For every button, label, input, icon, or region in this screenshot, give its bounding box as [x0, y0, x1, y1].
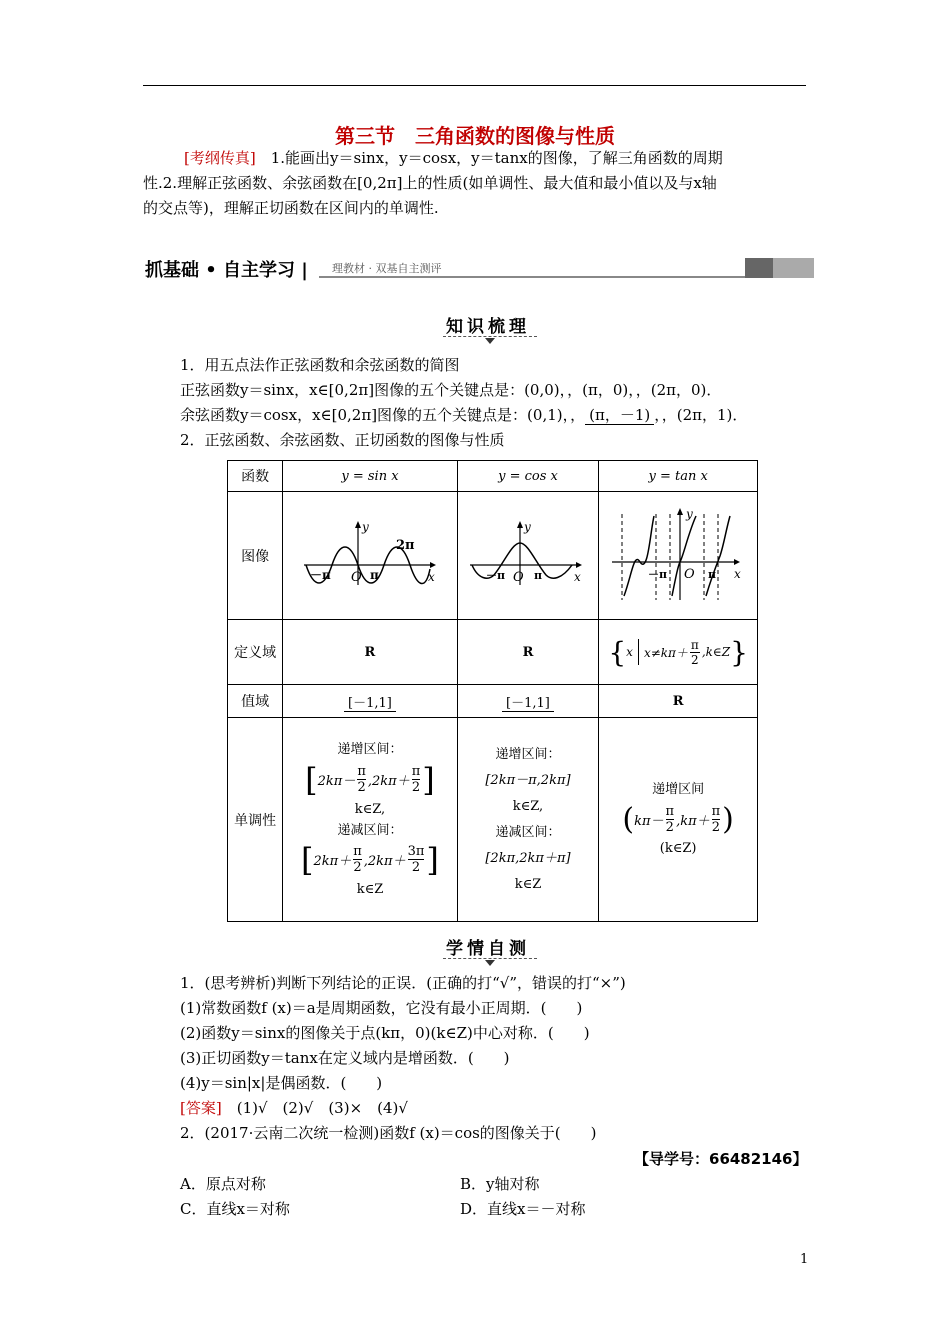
y-axis-label: y — [361, 519, 369, 534]
x-axis-label: x — [427, 569, 435, 584]
header-sin: y = sin x — [283, 461, 457, 492]
option-b: B．y轴对称 — [460, 1175, 540, 1193]
origin-label: O — [350, 569, 362, 585]
tan-domain-kz: ,k∈Z — [701, 645, 731, 659]
sine-keypoints: 正弦函数y＝sinx，x∈[0,2π]图像的五个关键点是：(0,0)，，(π，0)，，(2π，0)． — [180, 381, 722, 399]
cos-dec-interval: [2kπ,2kπ＋π] — [485, 850, 571, 866]
bracket-right: ] — [426, 840, 439, 879]
fraction — [353, 844, 362, 875]
cosine-curve-figure — [468, 519, 588, 589]
frac-den: 2 — [353, 860, 362, 875]
x-axis-label: x — [734, 566, 741, 581]
heading-marker-icon — [485, 338, 495, 344]
header-tan: y = tan x — [599, 461, 758, 492]
tan-domain — [599, 620, 758, 685]
tan-domain-cond: x≠kπ＋ — [643, 645, 688, 660]
frac-den: 2 — [411, 860, 421, 875]
tangent-curve-figure — [608, 504, 748, 604]
frac-num: π — [411, 764, 421, 779]
question-1: 1．(思考辨析)判断下列结论的正误．(正确的打“√”，错误的打“×”) — [180, 974, 626, 992]
neg-pi-label: －π — [309, 567, 331, 582]
intro-line-2: 性.2.理解正弦函数、余弦函数在[0,2π]上的性质(如单调性、最大值和最小值以及与x轴 — [143, 174, 717, 192]
sin-dec-interval — [283, 841, 456, 879]
top-rule — [143, 85, 806, 86]
sin-inc-interval — [283, 761, 456, 799]
item-1: 1．用五点法作正弦函数和余弦函数的简图 — [180, 356, 460, 374]
tan-inc-label: 递增区间 — [652, 782, 705, 797]
question-1-2: (2)函数y＝sinx的图像关于点(kπ，0)(k∈Z)中心对称．( ) — [180, 1024, 590, 1042]
frac-den: 2 — [665, 820, 674, 835]
question-2: 2．(2017·云南二次统一检测)函数f (x)＝cos的图像关于( ) — [180, 1124, 597, 1142]
frac-num: 3π — [407, 844, 425, 859]
answer-line — [180, 1098, 408, 1118]
y-axis-label: y — [523, 519, 531, 534]
sin-inc-b: ,2kπ＋ — [367, 774, 410, 789]
item-2: 2．正弦函数、余弦函数、正切函数的图像与性质 — [180, 431, 505, 449]
banner-title: 抓基础 • 自主学习 | — [145, 260, 308, 281]
cos-text-c: ，，(2π，1)． — [654, 406, 748, 424]
page-title: 第三节 三角函数的图像与性质 — [335, 124, 615, 148]
intro-line-1 — [184, 148, 723, 168]
question-1-3: (3)正切函数y＝tanx在定义域内是增函数．( ) — [180, 1049, 510, 1067]
section-heading-knowledge: 知识梳理 — [446, 317, 530, 337]
frac-den: 2 — [411, 780, 421, 795]
section-heading-selftest: 学情自测 — [446, 939, 530, 959]
row-label-monotonic: 单调性 — [228, 718, 283, 922]
row-label-graph: 图像 — [228, 492, 283, 620]
question-1-4: (4)y＝sin|x|是偶函数．( ) — [180, 1074, 383, 1092]
brace-left: { — [608, 635, 627, 669]
header-function: 函数 — [228, 461, 283, 492]
fraction — [412, 764, 421, 795]
fraction — [666, 804, 675, 835]
answer-label: [答案] — [180, 1099, 222, 1117]
banner-subtitle: 理教材 · 双基自主测评 — [332, 262, 442, 275]
sin-dec-label: 递减区间： — [337, 822, 403, 838]
tan-monotonic — [599, 718, 758, 922]
x-axis-label: x — [573, 569, 581, 584]
frac-den: 2 — [691, 652, 699, 667]
frac-den: 2 — [711, 820, 721, 835]
cos-kz: k∈Z, — [512, 798, 544, 814]
cos-domain: R — [457, 620, 599, 685]
paren-left: ( — [622, 802, 635, 837]
origin-label: O — [684, 566, 695, 582]
cosine-keypoints — [180, 405, 747, 425]
sin-inc-a: 2kπ－ — [317, 774, 356, 789]
sin-range-value: [－1,1] — [344, 696, 396, 712]
cos-inc-label: 递增区间： — [495, 746, 561, 762]
sin-graph — [283, 492, 457, 620]
sin-dec-a: 2kπ＋ — [313, 854, 352, 869]
heading-marker-icon — [485, 960, 495, 966]
cos-range — [457, 685, 599, 718]
header-cos: y = cos x — [457, 461, 599, 492]
option-c: C．直线x＝对称 — [180, 1200, 290, 1218]
frac-num: π — [357, 764, 366, 779]
paren-right: ) — [722, 802, 734, 837]
brace-right: } — [730, 635, 748, 669]
y-axis-label: y — [686, 506, 693, 521]
pi-label: π — [708, 567, 717, 581]
set-bar — [638, 639, 639, 665]
row-label-domain: 定义域 — [228, 620, 283, 685]
cos-graph — [457, 492, 599, 620]
sin-domain: R — [283, 620, 457, 685]
cos-text-a: 余弦函数y＝cosx，x∈[0,2π]图像的五个关键点是：(0,1)，， — [180, 406, 586, 424]
frac-den: 2 — [357, 780, 366, 795]
intro-text-1: 1.能画出y＝sinx，y＝cosx，y＝tanx的图像，了解三角函数的周期 — [255, 149, 723, 167]
cos-kz-2: k∈Z — [514, 876, 542, 892]
tan-range: R — [599, 685, 758, 718]
question-1-1: (1)常数函数f (x)＝a是周期函数，它没有最小正周期．( ) — [180, 999, 583, 1017]
intro-label: [考纲传真] — [184, 149, 256, 167]
banner-block-dark — [745, 258, 773, 278]
frac-num: π — [665, 804, 675, 819]
banner-block-light — [773, 258, 814, 278]
intro-line-3: 的交点等)，理解正切函数在区间内的单调性. — [143, 199, 439, 217]
fraction-pi-over-2 — [690, 638, 700, 667]
option-a: A．原点对称 — [180, 1175, 266, 1193]
tan-kz: (k∈Z) — [659, 841, 697, 856]
answer-text: (1)√ (2)√ (3)× (4)√ — [221, 1099, 408, 1117]
sin-monotonic — [283, 718, 457, 922]
bracket-left: [ — [305, 760, 318, 799]
cos-monotonic — [457, 718, 599, 922]
fraction — [408, 844, 425, 875]
sin-range — [283, 685, 457, 718]
guide-number: 【导学号：66482146】 — [634, 1150, 808, 1168]
frac-num: π — [353, 844, 362, 859]
bracket-right: ] — [422, 760, 435, 799]
sine-curve-figure — [300, 519, 440, 589]
neg-pi-label: －π — [485, 568, 506, 582]
frac-num: π — [690, 637, 699, 652]
tan-inc-interval — [599, 802, 757, 837]
sin-dec-b: ,2kπ＋ — [363, 854, 406, 869]
pi-label: π — [533, 568, 543, 582]
properties-table — [227, 460, 758, 922]
two-pi-label: 2π — [395, 537, 415, 553]
cos-dec-label: 递减区间： — [495, 824, 561, 840]
tan-graph — [599, 492, 758, 620]
cos-range-value: [－1,1] — [502, 696, 554, 712]
sin-kz: k∈Z, — [354, 801, 386, 817]
frac-num: π — [711, 804, 721, 819]
bracket-left: [ — [301, 840, 314, 879]
neg-pi-label: －π — [648, 567, 668, 581]
tan-inc-a: kπ－ — [634, 814, 664, 829]
fraction — [712, 804, 721, 835]
banner-rule — [319, 276, 814, 278]
heading-underline — [443, 336, 537, 337]
sin-kz-2: k∈Z — [356, 881, 384, 897]
section-banner — [143, 254, 814, 280]
fraction — [357, 764, 366, 795]
tan-inc-b: ,kπ＋ — [676, 814, 710, 829]
page-number: 1 — [800, 1252, 809, 1267]
row-label-range: 值域 — [228, 685, 283, 718]
option-d: D．直线x＝－对称 — [460, 1200, 586, 1218]
pi-label: π — [369, 567, 379, 582]
cos-inc-interval: [2kπ－π,2kπ] — [485, 772, 571, 788]
cos-text-b: (π，－1) — [585, 406, 654, 425]
tan-domain-var: x — [626, 645, 633, 659]
sin-inc-label: 递增区间： — [337, 741, 403, 757]
origin-label: O — [512, 569, 524, 585]
heading-underline — [443, 958, 537, 959]
